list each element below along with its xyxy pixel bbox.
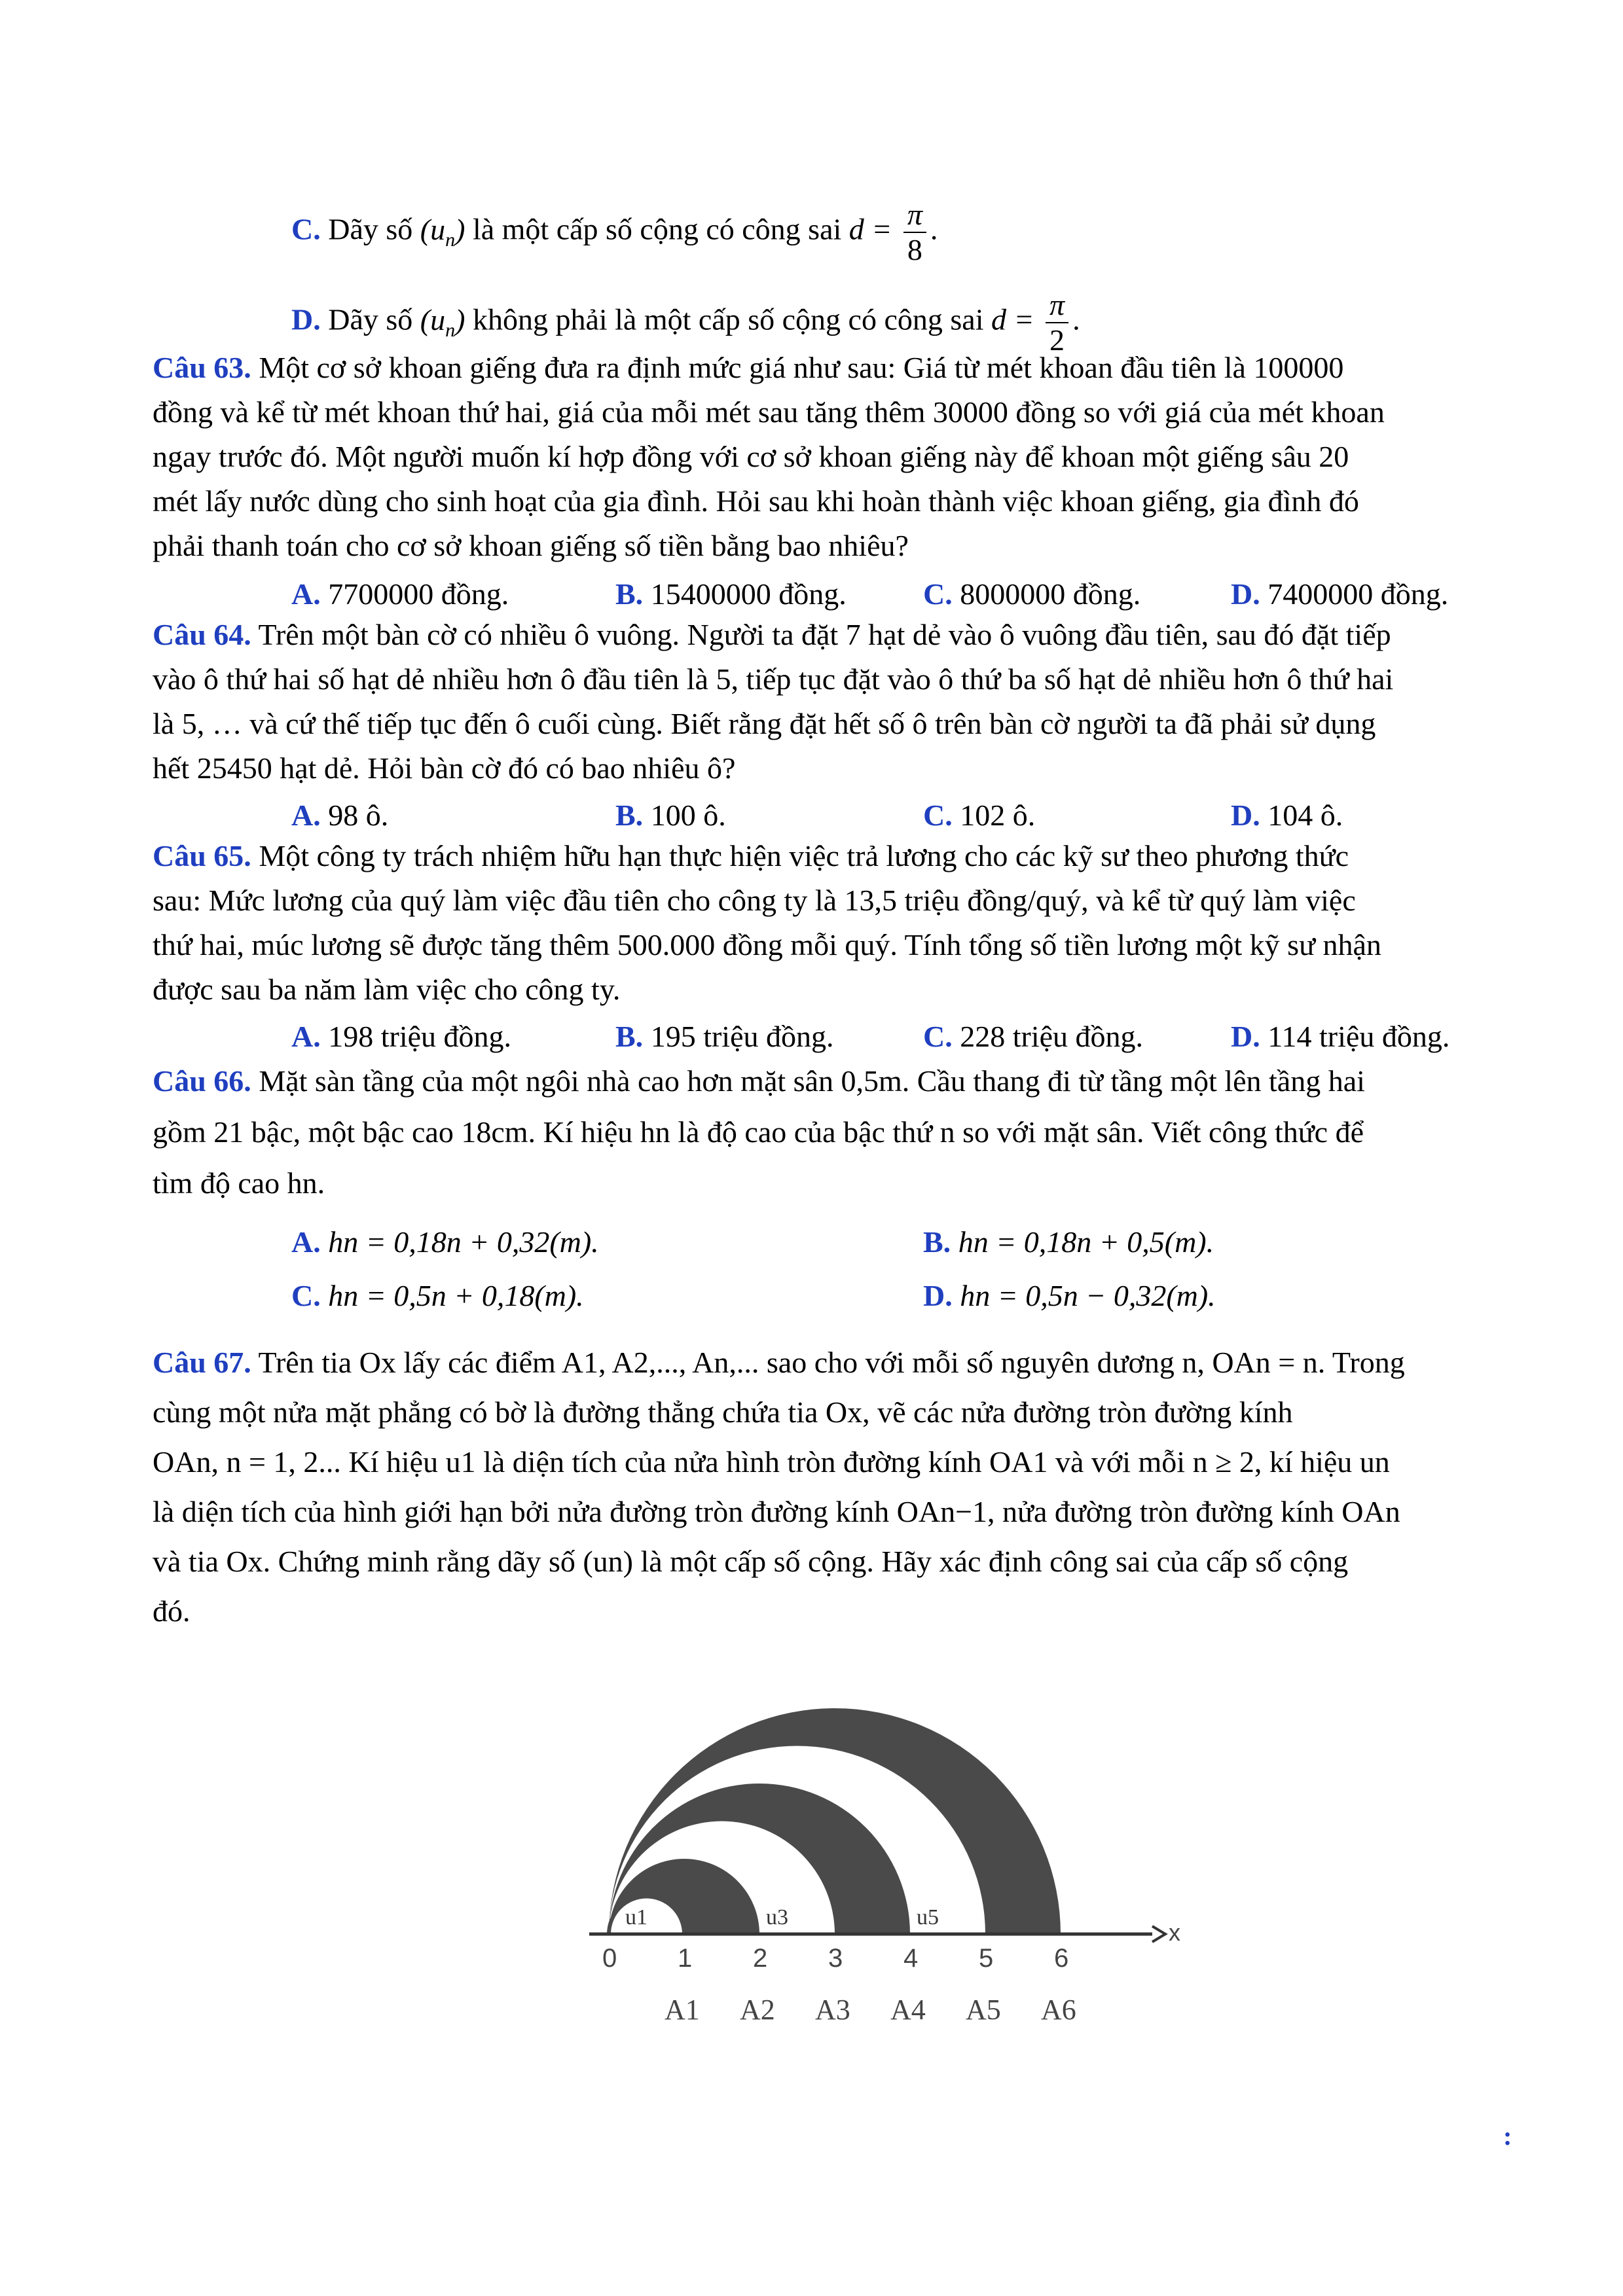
tick-3: 3	[828, 1944, 843, 1973]
q63-option-c: C. 8000000 đồng.	[923, 577, 1141, 611]
q64-line-4: hết 25450 hạt dẻ. Hỏi bàn cờ đó có bao nhiêu ô?	[153, 751, 736, 785]
q62-option-d: D. Dãy số $(u_n)$ không phải là một cấp số cộng có công sai d = $\frac{\pi}{2}$ .	[291, 288, 1080, 357]
q64-option-d: D. 104 ô.	[1231, 798, 1343, 832]
q64-line-2: vào ô thứ hai số hạt dẻ nhiều hơn ô đầu tiên là 5, tiếp tục đặt vào ô thứ ba số hạt dẻ nhiều hơn ô thứ hai	[153, 662, 1394, 696]
q66-option-c: C. hn = 0,5n + 0,18(m).	[291, 1279, 584, 1312]
point-a3: A3	[815, 1994, 850, 2026]
q65-line-1: Câu 65. Một công ty trách nhiệm hữu hạn thực hiện việc trả lương cho các kỹ sư theo phương thức	[153, 839, 1349, 872]
region-label-u1: u1	[625, 1905, 647, 1929]
q67-line-3: OAn, n = 1, 2... Kí hiệu u1 là diện tích của nửa hình tròn đường kính OA1 và với mỗi n ≥ 2, kí hiệu un	[153, 1445, 1390, 1479]
q66-option-d: D. hn = 0,5n − 0,32(m).	[923, 1279, 1216, 1312]
q63-line-3: ngay trước đó. Một người muốn kí hợp đồng với cơ sở khoan giếng này để khoan một giếng sâu 20	[153, 440, 1349, 473]
tick-1: 1	[678, 1944, 693, 1973]
q65-option-b: B. 195 triệu đồng.	[615, 1020, 834, 1053]
q64-option-a: A. 98 ô.	[291, 798, 389, 832]
point-a5: A5	[966, 1994, 1001, 2026]
q66-option-a: A. hn = 0,18n + 0,32(m).	[291, 1225, 599, 1259]
q63-option-b: B. 15400000 đồng.	[615, 577, 847, 611]
semicircles-figure	[576, 1666, 1205, 2036]
q65-line-4: được sau ba năm làm việc cho công ty.	[153, 973, 621, 1006]
q63-line-4: mét lấy nước dùng cho sinh hoạt của gia đình. Hỏi sau khi hoàn thành việc khoan giếng, gia đình đó	[153, 484, 1359, 518]
q65-option-c: C. 228 triệu đồng.	[923, 1020, 1144, 1053]
q63-option-a: A. 7700000 đồng.	[291, 577, 509, 611]
footer-mark: :	[1503, 2121, 1512, 2151]
x-axis-label: x	[1169, 1919, 1180, 1946]
q65-line-3: thứ hai, múc lương sẽ được tăng thêm 500.000 đồng mỗi quý. Tính tổng số tiền lương một kỹ sư nhận	[153, 928, 1381, 961]
q67-line-4: là diện tích của hình giới hạn bởi nửa đường tròn đường kính OAn−1, nửa đường tròn đường kính OAn	[153, 1495, 1400, 1528]
region-label-u3: u3	[766, 1905, 788, 1929]
q66-line-2: gồm 21 bậc, một bậc cao 18cm. Kí hiệu hn là độ cao của bậc thứ n so với mặt sân. Viết công thức để	[153, 1115, 1364, 1149]
q66-line-1: Câu 66. Mặt sàn tầng của một ngôi nhà cao hơn mặt sân 0,5m. Cầu thang đi từ tầng một lên tầng hai	[153, 1064, 1365, 1098]
fraction-pi-8: $\frac{\pi}{8}$	[903, 198, 926, 267]
q64-option-b: B. 100 ô.	[615, 798, 726, 832]
point-a4: A4	[890, 1994, 926, 2026]
fraction-pi-2: $\frac{\pi}{2}$	[1046, 288, 1068, 357]
q65-option-d: D. 114 triệu đồng.	[1231, 1020, 1450, 1053]
q63-line-1: Câu 63. Một cơ sở khoan giếng đưa ra định mức giá như sau: Giá từ mét khoan đầu tiên là 100000	[153, 351, 1344, 384]
q64-line-1: Câu 64. Trên một bàn cờ có nhiều ô vuông. Người ta đặt 7 hạt dẻ vào ô vuông đầu tiên, sau đó đặt tiếp	[153, 618, 1391, 651]
q65-option-a: A. 198 triệu đồng.	[291, 1020, 512, 1053]
q63-option-d: D. 7400000 đồng.	[1231, 577, 1449, 611]
q67-line-6: đó.	[153, 1594, 191, 1628]
q64-line-3: là 5, … và cứ thế tiếp tục đến ô cuối cùng. Biết rằng đặt hết số ô trên bàn cờ người ta đã phải sử dụng	[153, 707, 1376, 740]
tick-4: 4	[903, 1944, 919, 1973]
q63-line-5: phải thanh toán cho cơ sở khoan giếng số tiền bằng bao nhiêu?	[153, 529, 909, 562]
point-a6: A6	[1041, 1994, 1076, 2026]
q67-line-2: cùng một nửa mặt phẳng có bờ là đường thẳng chứa tia Ox, vẽ các nửa đường tròn đường kính	[153, 1395, 1293, 1429]
tick-5: 5	[979, 1944, 994, 1973]
q66-option-b: B. hn = 0,18n + 0,5(m).	[923, 1225, 1214, 1259]
q62-option-c: C. Dãy số $(u_n)$ là một cấp số cộng có công sai d = $\frac{\pi}{8}$ .	[291, 198, 938, 266]
q67-line-1: Câu 67. Trên tia Ox lấy các điểm A1, A2,..., An,... sao cho với mỗi số nguyên dương n, OAn = n. Trong	[153, 1346, 1405, 1379]
q64-option-c: C. 102 ô.	[923, 798, 1036, 832]
point-a1: A1	[665, 1994, 700, 2026]
q66-line-3: tìm độ cao hn.	[153, 1166, 325, 1200]
region-label-u5: u5	[917, 1905, 939, 1929]
q65-line-2: sau: Mức lương của quý làm việc đầu tiên cho công ty là 13,5 triệu đồng/quý, và kể từ quý làm việc	[153, 884, 1356, 917]
tick-0: 0	[602, 1944, 617, 1973]
tick-6: 6	[1054, 1944, 1069, 1973]
point-a2: A2	[740, 1994, 775, 2026]
q63-line-2: đồng và kể từ mét khoan thứ hai, giá của mỗi mét sau tăng thêm 30000 đồng so với giá của mét khoan	[153, 395, 1385, 429]
q67-line-5: và tia Ox. Chứng minh rằng dãy số (un) là một cấp số cộng. Hãy xác định công sai của cấp số cộng	[153, 1545, 1349, 1578]
tick-2: 2	[753, 1944, 768, 1973]
